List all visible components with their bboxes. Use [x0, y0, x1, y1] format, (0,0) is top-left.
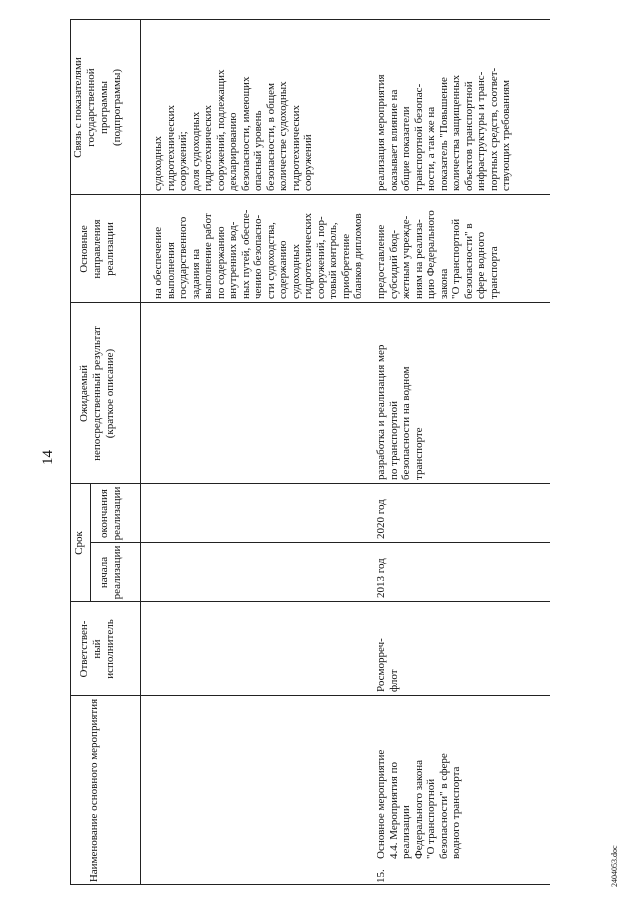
cont-directions-cell: на обеспечение выполнения государственного задания на выполнение работ по содержанию внутренних вод- ных путей, обеспе- чению безопасно- сти судоходства, содержанию судоходных гидротехнических сооружений, пор- товый контроль, приобретение бланков дипломов	[152, 209, 364, 299]
table-top-border	[70, 20, 71, 885]
col-border	[70, 19, 550, 20]
row-number: 15.	[375, 869, 387, 883]
row-directions-cell: предоставление субсидий бюд- жетным учрежде- ниям на реализа- цию Федерального закона "О транспортной безопасности" в сфере водного транспорта	[375, 210, 500, 299]
header-executor: Ответствен- ный исполнитель	[78, 619, 116, 679]
row-link-cell: реализация мероприятия оказывает влияние на общие показатели транспортной безопас- ности, а так же на показатель "Повышение количества защищенных объектов транспортной инфраструктуры и транс- портных средств, соответ- ствующих требованиям	[375, 67, 512, 191]
row-executor-cell: Росморреч- флот	[375, 638, 400, 692]
col-border	[90, 542, 550, 543]
header-end: окончания реализации	[98, 486, 123, 541]
col-border	[70, 695, 550, 696]
row-result-cell: разработка и реализация мер по транспортной безопасности на водном транспорте	[375, 344, 425, 480]
row-name-cell: Основное мероприятие 4.4. Мероприятия по реализации Федерального закона "О транспортной безопасности" в сфере водного транспорта	[375, 749, 462, 859]
header-bottom-border	[140, 20, 141, 885]
cont-link-cell: судоходных гидротехнических сооружений; доля судоходных гидротехнических сооружений, подлежащих декларированию безопасности, имеющих опасный уровень безопасности, в общем количестве судоходных гидротехнических сооружений	[152, 69, 314, 191]
header-start: начала реализации	[98, 545, 123, 600]
row-end-cell: 2020 год	[375, 499, 387, 539]
header-directions: Основные направления реализации	[78, 219, 116, 279]
header-term: Срок	[73, 531, 85, 555]
row-start-cell: 2013 год	[375, 558, 387, 598]
col-border	[70, 884, 550, 885]
page-number: 14	[40, 450, 56, 465]
header-result: Ожидаемый непосредственный результат (краткое описание)	[78, 326, 116, 461]
footer-filename: 2404053.doc	[610, 845, 619, 887]
measures-table	[70, 20, 550, 885]
col-border	[70, 483, 550, 484]
term-subheader-line	[90, 484, 91, 602]
header-name: Наименование основного мероприятия	[88, 698, 100, 883]
col-border	[70, 601, 550, 602]
header-link: Связь с показателями государственной программы (подпрограммы)	[72, 57, 123, 158]
col-border	[70, 302, 550, 303]
